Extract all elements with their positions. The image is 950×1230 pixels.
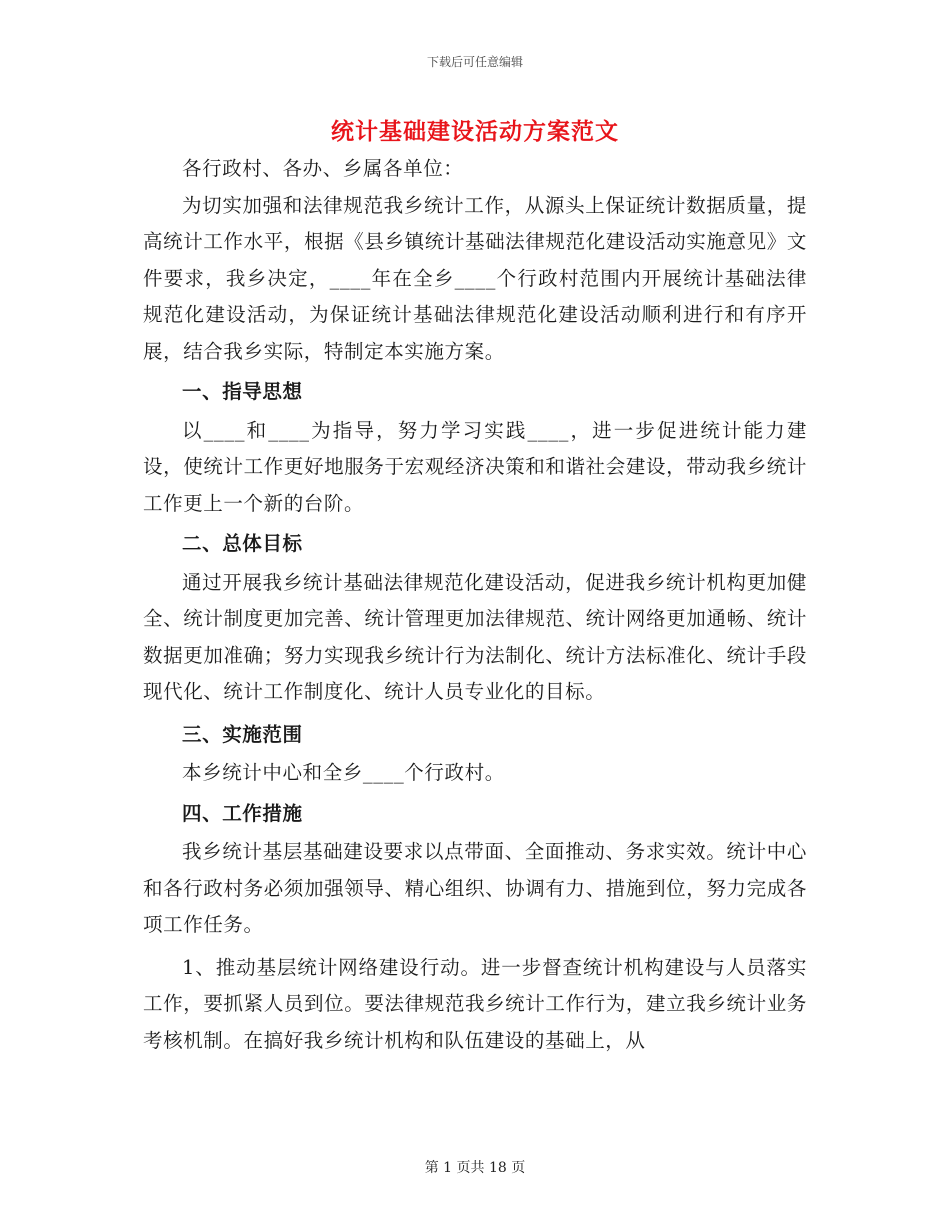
page-header-note: 下载后可任意编辑 [426,55,523,69]
section-heading-scope: 三、实施范围 [182,722,303,746]
section-heading-overall-goals: 二、总体目标 [182,532,303,555]
section-body-guiding-ideology: 以____和____为指导，努力学习实践____，进一步促进统计能力建设，使统计工作更好地服务于宏观经济决策和和谐社会建设，带动我乡统计工作更上一个新的台阶。 [143,418,807,515]
salutation: 各行政村、各办、乡属各单位： [182,157,464,180]
section-body-measures: 我乡统计基层基础建设要求以点带面、全面推动、务求实效。统计中心和各行政村务必须加强领导、精心组织、协调有力、措施到位，努力完成各项工作任务。 [143,840,807,936]
page-number: 第 1 页共 18 页 [424,1160,526,1176]
section-heading-guiding-ideology: 一、指导思想 [182,380,303,403]
section-heading-measures: 四、工作措施 [182,801,303,825]
section-body-overall-goals: 通过开展我乡统计基础法律规范化建设活动，促进我乡统计机构更加健全、统计制度更加完善、统计管理更加法律规范、统计网络更加通畅、统计数据更加准确；努力实现我乡统计行为法制化、统计方法标准化、统计手段现代化、统计工作制度化、统计人员专业化的目标。 [143,570,807,703]
document-body [143,151,807,1059]
section-body-scope: 本乡统计中心和全乡____个行政村。 [182,761,505,784]
list-item-measure-1: 1、推动基层统计网络建设行动。进一步督查统计机构建设与人员落实工作，要抓紧人员到位。要法律规范我乡统计工作行为，建立我乡统计业务考核机制。在搞好我乡统计机构和队伍建设的基础上，从 [143,955,807,1052]
document-title: 统计基础建设活动方案范文 [331,118,619,145]
intro-paragraph: 为切实加强和法律规范我乡统计工作，从源头上保证统计数据质量，提高统计工作水平，根据《县乡镇统计基础法律规范化建设活动实施意见》文件要求，我乡决定，____年在全乡____个行政村范围内开展统计基础法律规范化建设活动，为保证统计基础法律规范化建设活动顺利进行和有序开展，结合我乡实际，特制定本实施方案。 [143,193,807,363]
